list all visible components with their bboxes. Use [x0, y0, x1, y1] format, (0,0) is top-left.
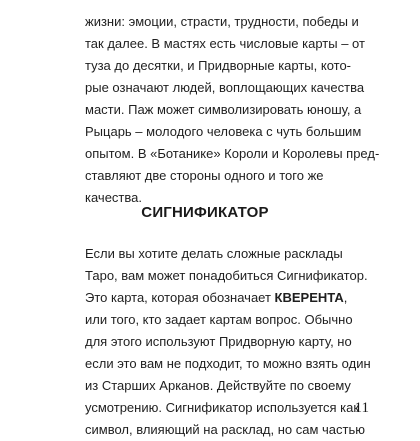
text-line: опытом. В «Ботанике» Короли и Королевы пред-	[85, 146, 380, 161]
text-line: ставляют две стороны одного и того же	[85, 168, 324, 183]
body-paragraph-2	[85, 243, 371, 441]
text-line: рые означают людей, воплощающих качества	[85, 80, 365, 95]
section-heading: СИГНИФИКАТОР	[141, 204, 269, 221]
text-line: масти. Паж может символизировать юношу, а	[85, 102, 362, 117]
text-line: из Старших Арканов. Действуйте по своему	[85, 378, 351, 393]
text-line	[85, 287, 365, 309]
querent-term: КВЕРЕНТА	[274, 290, 344, 305]
text-line: Таро, вам может понадобиться Сигнификатор.	[85, 268, 368, 283]
text-fragment: Это карта, которая обозначает	[85, 290, 275, 305]
text-line: символ, влияющий на расклад, но сам частью	[85, 422, 366, 437]
text-line: если это вам не подходит, то можно взять один	[85, 356, 371, 371]
page-number: 11	[354, 400, 369, 416]
body-paragraph-1	[85, 11, 380, 209]
text-line: так далее. В мастях есть числовые карты – от	[85, 36, 365, 51]
text-fragment: ,	[343, 290, 348, 305]
text-line: Рыцарь – молодого человека с чуть большим	[85, 124, 362, 139]
text-line: жизни: эмоции, страсти, трудности, победы и	[85, 14, 359, 29]
text-line: или того, кто задает картам вопрос. Обычно	[85, 312, 353, 327]
text-line: Если вы хотите делать сложные расклады	[85, 246, 343, 261]
text-line: качества.	[85, 190, 142, 205]
text-line: для этого используют Придворную карту, но	[85, 334, 352, 349]
text-line: усмотрению. Сигнификатор используется как	[85, 400, 360, 415]
text-line: туза до десятки, и Придворные карты, кото-	[85, 58, 352, 73]
